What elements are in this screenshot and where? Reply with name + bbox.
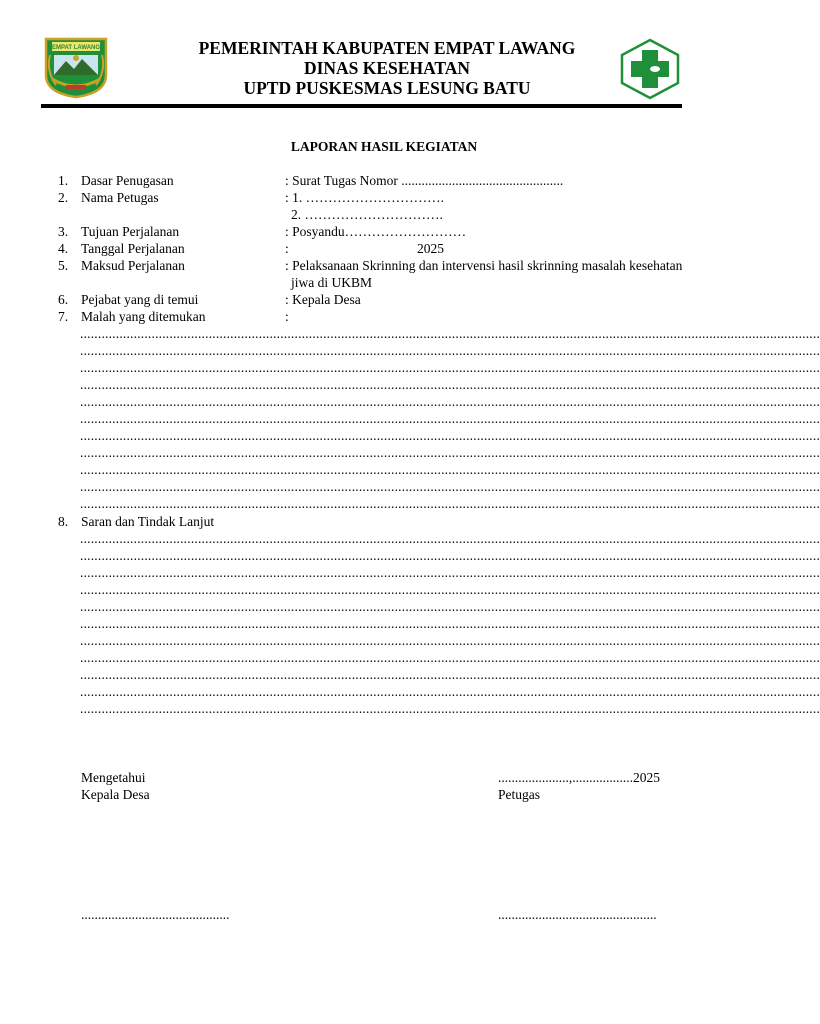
item-label-pejabat: Pejabat yang di temui: [81, 292, 199, 307]
item-number: 5.: [58, 258, 69, 273]
item-value-petugas-2: 2. ………………………….: [291, 207, 443, 222]
recommendation-line[interactable]: ...............................................................................................................................................................................................................: [80, 531, 820, 546]
findings-line[interactable]: ...............................................................................................................................................................................................................: [80, 479, 820, 494]
item-label-maksud-perjalanan: Maksud Perjalanan: [81, 258, 185, 273]
findings-line[interactable]: ...............................................................................................................................................................................................................: [80, 394, 820, 409]
recommendation-line[interactable]: ...............................................................................................................................................................................................................: [80, 684, 820, 699]
regency-logo-text: EMPAT LAWANG: [51, 45, 101, 51]
header-divider: [41, 104, 682, 108]
item-label-tanggal-perjalanan: Tanggal Perjalanan: [81, 241, 185, 256]
item-value-tujuan-perjalanan: : Posyandu………………………: [285, 224, 467, 239]
signature-right-role: Petugas: [498, 787, 540, 802]
findings-line[interactable]: ...............................................................................................................................................................................................................: [80, 326, 820, 341]
recommendation-line[interactable]: ...............................................................................................................................................................................................................: [80, 701, 820, 716]
recommendation-line[interactable]: ...............................................................................................................................................................................................................: [80, 667, 820, 682]
recommendation-line[interactable]: ...............................................................................................................................................................................................................: [80, 633, 820, 648]
signature-right-line[interactable]: ...............................................: [498, 907, 657, 922]
signature-left-role: Kepala Desa: [81, 787, 150, 802]
findings-line[interactable]: ...............................................................................................................................................................................................................: [80, 360, 820, 375]
regency-logo: [42, 35, 110, 99]
signature-left-line[interactable]: ............................................: [81, 907, 230, 922]
item-value-dasar-penugasan: : Surat Tugas Nomor ................................................: [285, 173, 564, 188]
findings-line[interactable]: ...............................................................................................................................................................................................................: [80, 462, 820, 477]
signature-left-label: Mengetahui: [81, 770, 146, 785]
recommendation-line[interactable]: ...............................................................................................................................................................................................................: [80, 616, 820, 631]
item-value-tanggal-colon: :: [285, 241, 289, 256]
recommendation-line[interactable]: ...............................................................................................................................................................................................................: [80, 548, 820, 563]
findings-line[interactable]: ...............................................................................................................................................................................................................: [80, 445, 820, 460]
recommendation-line[interactable]: ...............................................................................................................................................................................................................: [80, 582, 820, 597]
item-value-maksud-cont: jiwa di UKBM: [291, 275, 372, 290]
item-number: 1.: [58, 173, 69, 188]
header-line-government: PEMERINTAH KABUPATEN EMPAT LAWANG: [198, 38, 576, 58]
recommendation-line[interactable]: ...............................................................................................................................................................................................................: [80, 650, 820, 665]
item-number: 4.: [58, 241, 69, 256]
findings-line[interactable]: ...............................................................................................................................................................................................................: [80, 411, 820, 426]
header-line-puskesmas: UPTD PUSKESMAS LESUNG BATU: [243, 78, 531, 98]
item-value-petugas-1: : 1. ………………………….: [285, 190, 445, 205]
item-number: 6.: [58, 292, 69, 307]
findings-line[interactable]: ...............................................................................................................................................................................................................: [80, 496, 820, 511]
item-label-saran: Saran dan Tindak Lanjut: [81, 514, 215, 529]
report-title: LAPORAN HASIL KEGIATAN: [290, 139, 478, 154]
item-number: 7.: [58, 309, 69, 324]
item-number: 2.: [58, 190, 69, 205]
item-label-masalah: Malah yang ditemukan: [81, 309, 206, 324]
item-value-masalah: :: [285, 309, 289, 324]
item-value-pejabat: : Kepala Desa: [285, 292, 361, 307]
header-line-department: DINAS KESEHATAN: [303, 58, 471, 78]
item-value-maksud-perjalanan: : Pelaksanaan Skrinning dan intervensi hasil skrinning masalah kesehatan: [285, 258, 683, 273]
findings-line[interactable]: ...............................................................................................................................................................................................................: [80, 377, 820, 392]
puskesmas-logo: [618, 38, 682, 100]
recommendation-line[interactable]: ...............................................................................................................................................................................................................: [80, 565, 820, 580]
findings-line[interactable]: ...............................................................................................................................................................................................................: [80, 428, 820, 443]
item-label-nama-petugas: Nama Petugas: [81, 190, 159, 205]
signature-right-date[interactable]: .....................,..................2025: [498, 770, 660, 785]
item-label-dasar-penugasan: Dasar Penugasan: [81, 173, 174, 188]
item-number: 3.: [58, 224, 69, 239]
recommendation-line[interactable]: ...............................................................................................................................................................................................................: [80, 599, 820, 614]
findings-line[interactable]: ...............................................................................................................................................................................................................: [80, 343, 820, 358]
item-value-tanggal-year: 2025: [417, 241, 444, 256]
item-label-tujuan-perjalanan: Tujuan Perjalanan: [81, 224, 180, 239]
item-number: 8.: [58, 514, 69, 529]
